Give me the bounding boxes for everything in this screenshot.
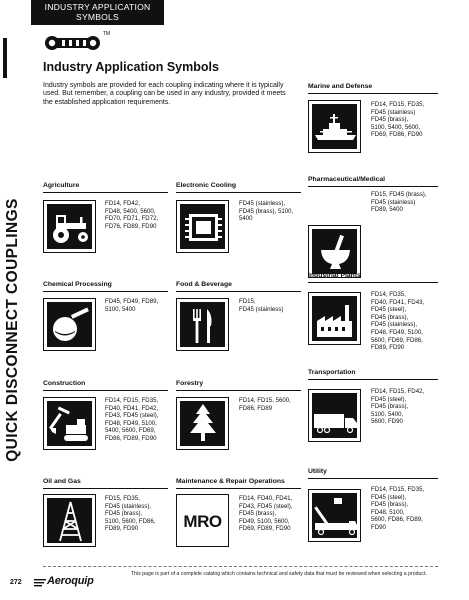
factory-icon [308, 292, 361, 345]
page-title: Industry Application Symbols [43, 60, 219, 74]
compatible-codes: FD14, FD15, 5600, FD86, FD89 [239, 397, 291, 412]
compatible-codes: FD14, FD40, FD41, FD43, FD45 (steel), FD45 (brass), FD49, 5100, 5600, FD69, FD89, FD90 [239, 495, 293, 533]
compatible-codes: FD14, FD15, FD35, FD45 (steel), FD45 (brass), FD48, 5100, 5600, FD86, FD89, FD90 [371, 486, 425, 531]
industry-label: Chemical Processing [43, 281, 112, 288]
industry-food [176, 281, 301, 371]
compatible-codes: FD45, FD49, FD89, 5100, 5400 [105, 298, 159, 313]
warship-icon [308, 100, 361, 153]
compatible-codes: FD15, FD45 (brass), FD45 (stainless) FD89, 5400 [371, 191, 427, 214]
industry-label: Agriculture [43, 182, 80, 189]
compatible-codes: FD45 (stainless), FD45 (brass), 5100, 5400 [239, 200, 294, 223]
section-header-tab [31, 0, 164, 25]
industry-label: Forestry [176, 380, 204, 387]
bucket-truck-icon [308, 489, 361, 542]
compatible-codes: FD15, FD35, FD45 (stainless), FD45 (brass), 5100, 5600, FD86, FD89, FD90 [105, 495, 156, 533]
industry-electronic [176, 182, 301, 272]
compatible-codes: FD14, FD42, FD48, 5400, 5600, FD70, FD71, FD72, FD76, FD89, FD90 [105, 200, 159, 230]
industry-agriculture [43, 182, 168, 272]
sidebar-accent-bar [3, 38, 7, 78]
intro-paragraph: Industry symbols are provided for each coupling indicating where it is typically used. But remember, a coupling can be used in any industry, provided it meets the established application requirements. [43, 82, 286, 106]
mro-icon-text: MRO [183, 512, 222, 531]
sidebar [0, 30, 24, 560]
oil-derrick-icon [43, 494, 96, 547]
section-header-line1: INDUSTRY APPLICATION [44, 2, 151, 12]
industry-chemical [43, 281, 168, 371]
industry-forestry [176, 380, 301, 470]
logo-mark [43, 33, 103, 53]
industry-label: Food & Beverage [176, 281, 232, 288]
industry-marine [308, 83, 438, 143]
page-number: 272 [10, 579, 22, 586]
industry-utility [308, 468, 438, 558]
compatible-codes: FD14, FD35, FD40, FD41, FD43, FD45 (steel), FD45 (brass), FD45 (stainless), FD48, FD49, 5100, 5600, FD69, FD86, FD89, FD90 [371, 291, 425, 352]
excavator-icon [43, 397, 96, 450]
sidebar-vertical-title: QUICK DISCONNECT COUPLINGS [4, 198, 21, 462]
industry-construction [43, 380, 168, 470]
truck-icon [308, 389, 361, 442]
industry-maintenance [176, 478, 301, 568]
industry-label: Electronic Cooling [176, 182, 237, 189]
industry-label: Transportation [308, 369, 356, 376]
industry-label: Utility [308, 468, 327, 475]
industry-label: Industrial Plants [308, 272, 361, 279]
compatible-codes: FD15, FD45 (stainless) [239, 298, 284, 313]
compatible-codes: FD14, FD15, FD35, FD45 (stainless) FD45 (brass), 5100, 5400, 5600, FD69, FD86, FD90 [371, 101, 425, 139]
flask-icon [43, 298, 96, 351]
trademark: TM [103, 31, 111, 37]
industry-transportation [308, 369, 438, 459]
aeroquip-logo: Aeroquip [47, 575, 94, 587]
industry-industrial [308, 272, 438, 362]
mro-icon [176, 494, 229, 547]
industry-label: Construction [43, 380, 86, 387]
industry-label: Maintenance & Repair Operations [176, 478, 285, 485]
compatible-codes: FD14, FD15, FD35, FD40, FD41, FD42, FD43, FD45 (steel), FD48, FD49, 5100, 5400, 5600, FD69, FD86, FD89, FD90 [105, 397, 159, 442]
industry-label: Oil and Gas [43, 478, 81, 485]
footer-disclaimer: This page is part of a complete catalog which contains technical and safety data that must be reviewed when selecting a product. [131, 571, 427, 577]
circuit-board-icon [176, 200, 229, 253]
tractor-icon [43, 200, 96, 253]
industry-oilgas [43, 478, 168, 568]
compatible-codes: FD14, FD15, FD42, FD45 (steel), FD45 (brass), 5100, 5400, 5600, FD90 [371, 388, 425, 426]
fork-knife-icon [176, 298, 229, 351]
section-header-line2: SYMBOLS [76, 12, 119, 22]
brand-logo [43, 31, 111, 53]
mortar-pestle-icon [308, 225, 361, 278]
industry-label: Pharmaceutical/Medical [308, 176, 386, 183]
footer-divider [43, 566, 438, 567]
industry-label: Marine and Defense [308, 83, 373, 90]
industry-pharma [308, 176, 438, 266]
pine-tree-icon [176, 397, 229, 450]
